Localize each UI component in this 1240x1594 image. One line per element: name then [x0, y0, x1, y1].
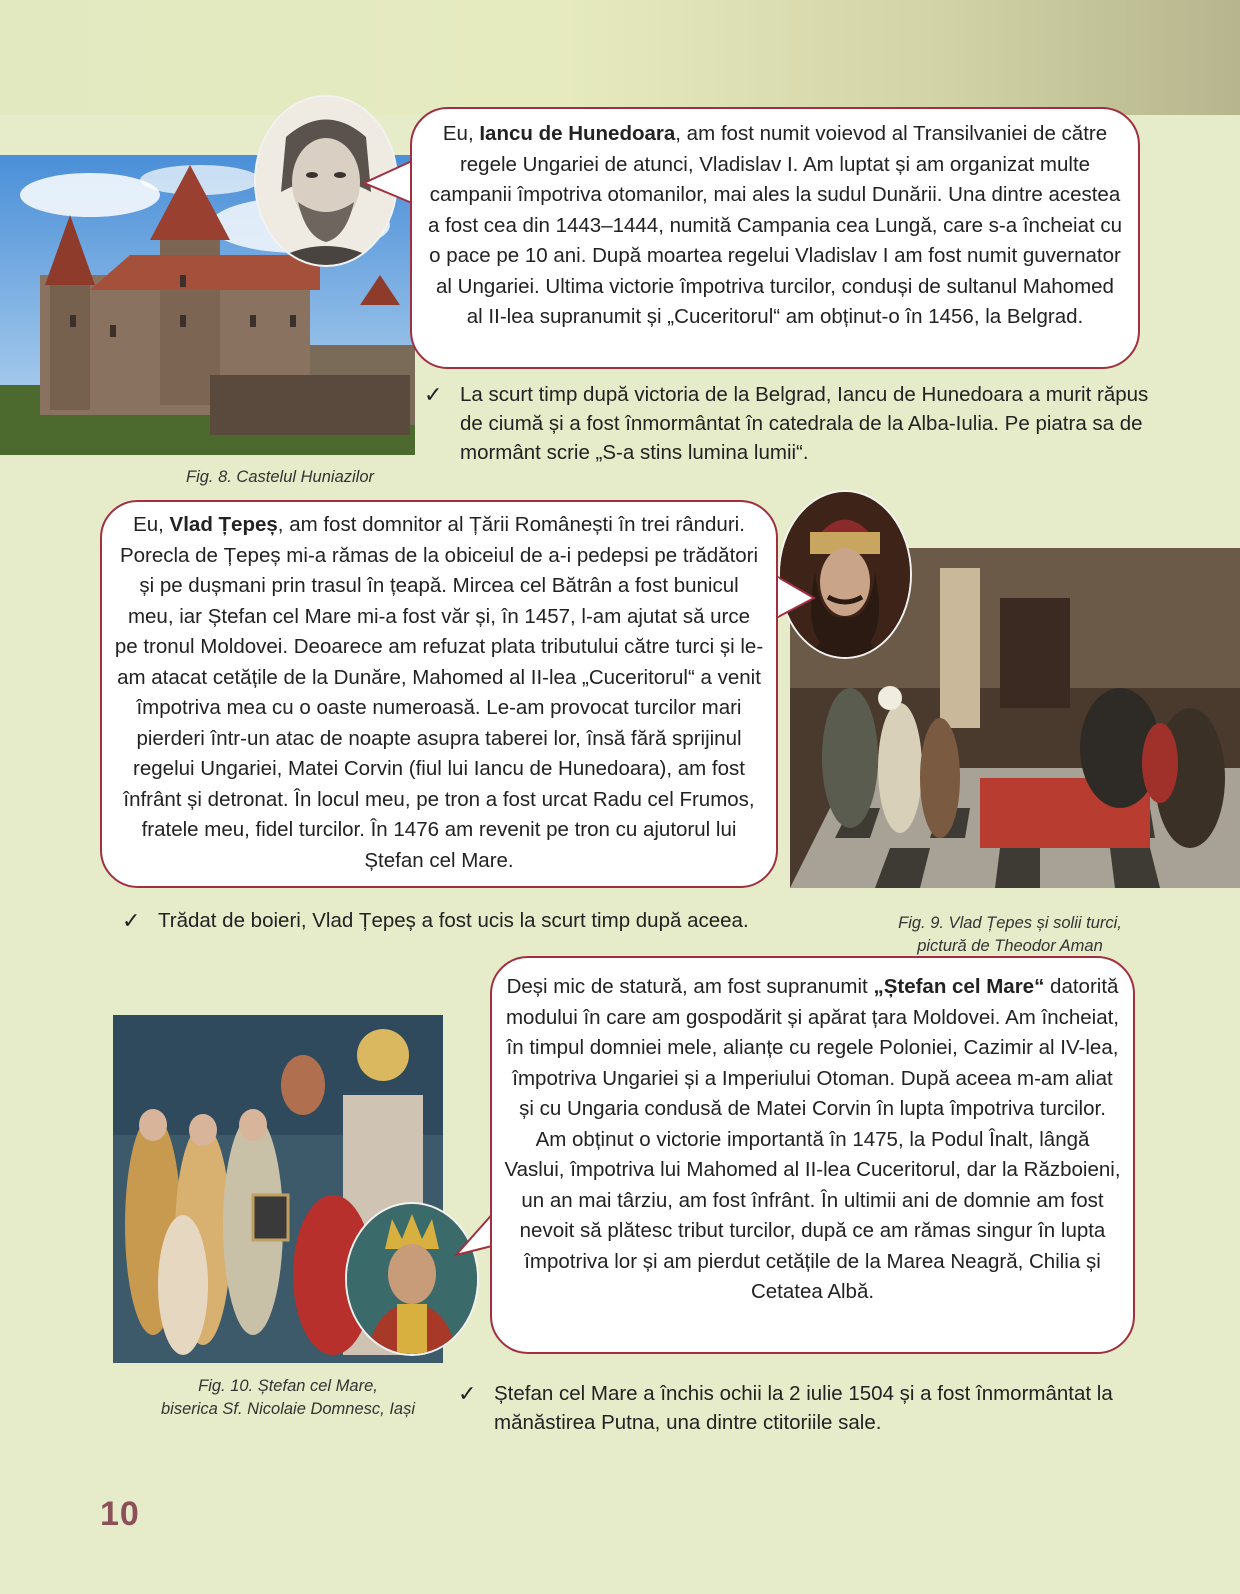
bubble1-text: , am fost numit voievod al Transilvaniei de către regele Ungariei de atunci, Vladislav I. Am luptat și am organizat multe campanii împotriva otomanilor, mai ales la sudul Dunării. Una dintre acestea a fost cea din 1443–1444, numită Campania cea Lungă, care s-a încheiat cu o pace pe 10 ani. După moartea regelui Vladislav I am fost numit guvernator al Ungariei. Ultima victorie împotriva turcilor, conduși de sultanul Mahomed al II-lea supranumit și „Cuceritorul“ am obținut-o în 1456, la Belgrad. [427, 122, 1123, 328]
bubble3-text: datorită modului în care am gospodărit și apărat țara Moldovei. Am încheiat, în timpul domniei mele, alianțe cu regele Poloniei, Cazimir al IV-lea, împotriva Ungariei și a Imperiului Otoman. După aceea m-am aliat și cu Ungaria condusă de Matei Corvin în lupta împotriva turcilor. Am obținut o victorie importantă în 1475, la Podul Înalt, lângă Vaslui, împotriva lui Mahomed al II-lea Cuceritorul, dar la Războieni, un an mai târziu, am fost înfrânt. În ultimii ani de domnie am fost nevoit să plătesc tribut turcilor, după ce am rămas singur în lupta împotriva lor și am pierdut cetățile de la Marea Neagră, Chilia și Cetatea Albă. [504, 975, 1121, 1303]
header-band [0, 0, 1240, 115]
bubble2-pre: Eu, [133, 513, 170, 536]
stefan-name: „Ștefan cel Mare“ [873, 975, 1045, 998]
bubble2-text: , am fost domnitor al Țării Românești în trei rânduri. Porecla de Țepeș mi-a rămas de la obiceiul de a-i pedepsi pe trădători și pe dușmani prin trasul în țeapă. Mircea cel Bătrân a fost bunicul meu, iar Ștefan cel Mare mi-a fost văr și, în 1457, l-am ajutat să urce pe tronul Moldovei. Deoarece am refuzat plata tributului către turci și le-am atacat cetățile de la Dunăre, Mahomed al II-lea „Cuceritorul“ a venit împotriva mea cu o oaste numeroasă. Le-am provocat turcilor mari pierderi într-un atac de noapte asupra taberei lor, însă fără sprijinul regelui Ungariei, Matei Corvin (fiul lui Iancu de Hunedoara), am fost înfrânt și detronat. În locul meu, pe tron a fost urcat Radu cel Frumos, fratele meu, fidel turcilor. În 1476 am revenit pe tron cu ajutorul lui Ștefan cel Mare. [114, 513, 764, 872]
note-vlad [122, 906, 798, 935]
note-iancu [424, 380, 1160, 467]
bubble1-pre: Eu, [442, 122, 480, 145]
fig9-caption-line1: Fig. 9. Vlad Țepes și solii turci, [898, 914, 1122, 932]
vlad-name: Vlad Țepeș [169, 513, 278, 536]
fig8-caption [150, 466, 410, 489]
vlad-speech-bubble [100, 500, 778, 888]
stefan-speech-bubble [490, 956, 1135, 1354]
fig10-caption [128, 1375, 448, 1421]
bubble3-pre: Deși mic de statură, am fost supranumit [506, 975, 874, 998]
fig10-caption-line2: biserica Sf. Nicolaie Domnesc, Iași [160, 1400, 415, 1418]
note-iancu-text: La scurt timp după victoria de la Belgrad, Iancu de Hunedoara a murit răpus de ciumă și a fost înmormântat în catedrala de la Alba-Iulia. Pe piatra sa de mormânt scrie „S-a stins lumina lumii“. [460, 383, 1149, 464]
note-stefan-text: Ștefan cel Mare a închis ochii la 2 iulie 1504 și a fost înmormântat la mănăstirea Putna, una dintre ctitoriile sale. [494, 1382, 1113, 1434]
iancu-speech-bubble [410, 107, 1140, 369]
fig9-caption [860, 912, 1160, 958]
note-stefan [458, 1379, 1174, 1437]
check-icon: ✓ [458, 1381, 477, 1406]
fig10-caption-line1: Fig. 10. Ștefan cel Mare, [198, 1377, 378, 1395]
check-icon: ✓ [424, 382, 443, 407]
fig9-caption-line2: pictură de Theodor Aman [917, 937, 1103, 955]
note-vlad-text: Trădat de boieri, Vlad Țepeș a fost ucis la scurt timp după aceea. [158, 909, 749, 932]
page-number: 10 [100, 1495, 140, 1533]
fig8-caption-text: Fig. 8. Castelul Huniazilor [186, 468, 374, 486]
iancu-name: Iancu de Hunedoara [479, 122, 676, 145]
check-icon: ✓ [122, 908, 141, 933]
